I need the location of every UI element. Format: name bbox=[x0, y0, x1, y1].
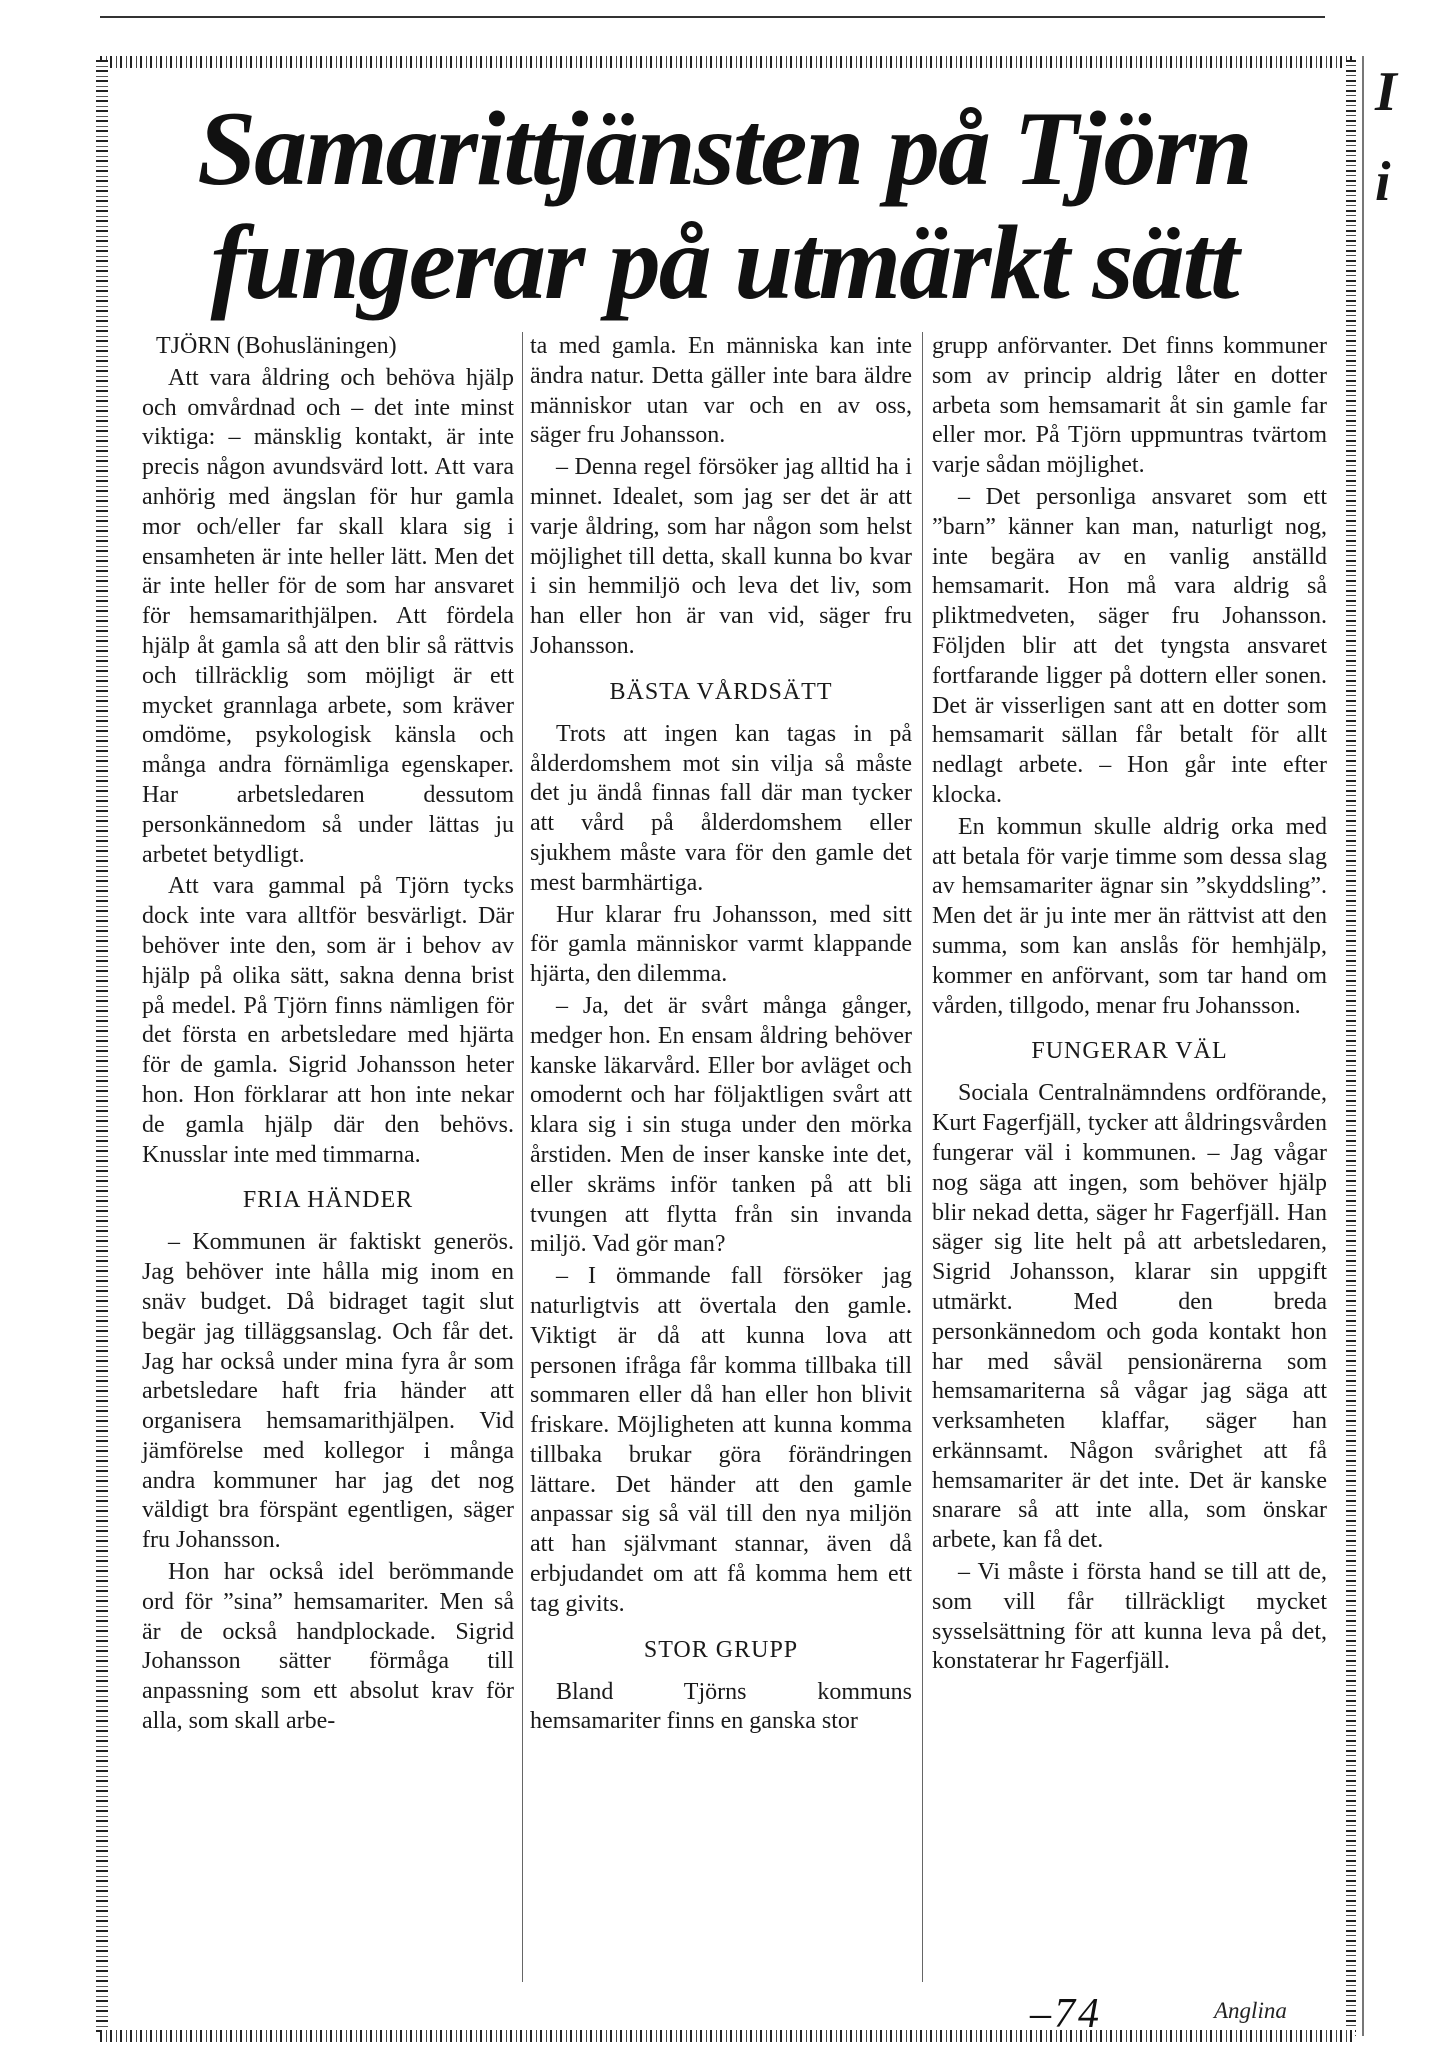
byline: Anglina bbox=[1214, 1998, 1287, 2023]
handwritten-page-number: –74 bbox=[1030, 1991, 1102, 2037]
paragraph: – Det personliga ansvaret som ett ”barn” känner kan man, naturligt nog, inte begära av en vanlig anställd hemsamarit. Hon må vara aldrig så pliktmedveten, säger fru Johansson. Följden blir att det tyngsta ansvaret fortfarande ligger på dottern eller sonen. Det är visserligen sant att en dotter som hemsamarit sällan får betalt för allt nedlagt arbete. – Hon går inte efter klocka. bbox=[932, 483, 1327, 808]
paragraph: – Kommunen är faktiskt generös. Jag behöver inte hålla mig inom en snäv budget. Då bidraget tagit slut begär jag tilläggsanslag. Och får det. Jag har också under mina fyra år som arbetsledare haft fria händer att organisera hemsamarithjälpen. Vid jämförelse med kollegor i många andra kommuner har jag det nog väldigt bra förspänt egentligen, säger fru Johansson. bbox=[142, 1229, 514, 1554]
clipping-border-left bbox=[96, 60, 108, 2036]
paragraph: ta med gamla. En människa kan inte ändra natur. Detta gäller inte bara äldre människor utan var och en av oss, säger fru Johansson. bbox=[530, 333, 912, 449]
dateline: TJÖRN (Bohusläningen) bbox=[156, 333, 397, 359]
edge-letter-1: I bbox=[1375, 61, 1397, 123]
paragraph: Att vara åldring och behöva hjälp och omvårdnad och – det inte minst viktiga: – mänsklig kontakt, är inte precis någon avundsvärd lott. Att vara anhörig med ängslan för hur gamla mor och/eller far skall klara sig i ensamheten är inte heller lätt. Men det är inte heller för de som har ansvaret för hemsamarithjälpen. Att fördela hjälp åt gamla så att den blir så rättvis och tillräcklig som möjligt är ett mycket grannlaga arbete, som kräver omdöme, psykologisk känsla och många andra förnämliga egenskaper. Har arbetsledaren dessutom personkännedom så under lättas ju arbetet betydligt. bbox=[142, 364, 514, 868]
column-rule-1 bbox=[522, 332, 523, 1982]
subheading-stor-grupp: STOR GRUPP bbox=[643, 1636, 799, 1663]
subheading-fria-hander: FRIA HÄNDER bbox=[242, 1187, 414, 1214]
paragraph: Att vara gammal på Tjörn tycks dock inte vara alltför besvärligt. Där behöver inte den, som är i behov av hjälp på olika sätt, sakna denna brist på medel. På Tjörn finns nämligen för det första en arbetsledare med hjärta för de gamla. Sigrid Johansson heter hon. Hon förklarar att hon inte nekar de gamla hjälp där den behövs. Knusslar inte med timmarna. bbox=[142, 873, 514, 1168]
paragraph: – Denna regel försöker jag alltid ha i minnet. Idealet, som jag ser det är att varje åldring, som har någon som helst möjlighet till detta, skall kunna bo kvar i sin hemmiljö och leva det liv, som han eller hon är van vid, säger fru Johansson. bbox=[530, 454, 912, 659]
headline-line-1: Samarittjänsten på Tjörn bbox=[197, 90, 1251, 207]
paragraph: Sociala Centralnämndens ordförande, Kurt Fagerfjäll, tycker att åldringsvården fungerar väl i kommunen. – Jag vågar nog säga att ingen, som behöver hjälp blir nekad detta, säger hr Fagerfjäll. Han säger sig lite helt på att arbetsledaren, Sigrid Johansson, klarar sin uppgift utmärkt. Med den breda personkännedom och goda kontakt hon har med såväl pensionärerna som hemsamariterna så vågar jag säga att verksamheten klaffar, säger han erkännsamt. Någon svårighet att få hemsamariter är det inte. Det är kanske snarare så att inte alla, som önskar arbete, kan få det. bbox=[932, 1080, 1327, 1554]
column-rule-2 bbox=[922, 332, 923, 1982]
subheading-fungerar-val: FUNGERAR VÄL bbox=[1031, 1038, 1228, 1065]
paragraph: – Vi måste i första hand se till att de, som vill får tillräckligt mycket sysselsättning för att kunna leva på det, konstaterar hr Fagerfjäll. bbox=[932, 1559, 1327, 1675]
clipping-border-bottom bbox=[100, 2030, 1355, 2042]
paragraph: En kommun skulle aldrig orka med att betala för varje timme som dessa slag av hemsamariter ägnar sin ”skyddsling”. Men det är ju inte mer än rättvist att den summa, som kan anslås för hemhjälp, kommer en anförvant, som tar hand om vården, tillgodo, menar fru Johansson. bbox=[932, 813, 1327, 1019]
paragraph: – I ömmande fall försöker jag naturligtvis att övertala den gamle. Viktigt är då att kunna lova att personen ifråga får komma tillbaka till sommaren eller då han eller hon blivit friskare. Möjligheten att kunna komma tillbaka brukar göra förändringen lättare. Det händer att den gamle anpassar sig så väl till den nya miljön att han självmant stannar, även då erbjudandet om att få komma hem ett tag givits. bbox=[530, 1263, 912, 1617]
paragraph: Trots att ingen kan tagas in på ålderdomshem mot sin vilja så måste det ju ändå finnas fall där man tycker att vård på ålderdomshem eller sjukhem måste vara för den gamle det mest barmhärtiga. bbox=[530, 720, 912, 896]
paragraph: grupp anförvanter. Det finns kommuner som av princip aldrig låter en dotter arbeta som hemsamarit åt sin gamle far eller mor. På Tjörn uppmuntras tvärtom varje sådan möjlighet. bbox=[932, 333, 1327, 479]
article-column-1 bbox=[142, 332, 514, 2012]
paragraph: Bland Tjörns kommuns hemsamariter finns en ganska stor bbox=[530, 1678, 912, 1735]
clipping-border-right bbox=[1346, 60, 1356, 2036]
article-column-3 bbox=[932, 332, 1327, 2012]
article-headline bbox=[0, 92, 1448, 320]
subheading-basta-vardsatt: BÄSTA VÅRDSÄTT bbox=[609, 678, 833, 705]
headline-line-2: fungerar på utmärkt sätt bbox=[210, 204, 1238, 321]
paragraph: Hon har också idel berömmande ord för ”sina” hemsamariter. Men så är de också handplockade. Sigrid Johansson sätter förmåga till anpassning som ett absolut krav för alla, som skall arbe- bbox=[142, 1559, 514, 1735]
edge-letter-2: i bbox=[1375, 151, 1391, 213]
adjacent-clipping-edge bbox=[1362, 56, 1364, 2036]
paragraph: Hur klarar fru Johansson, med sitt för gamla människor varmt klappande hjärta, den dilemma. bbox=[530, 901, 912, 988]
clipping-border-top bbox=[100, 56, 1355, 68]
paragraph: – Ja, det är svårt många gånger, medger hon. En ensam åldring behöver kanske läkarvård. Eller bor avläget och omodernt och har följaktligen svårt att klara sig i sin stuga under den mörka årstiden. Men de inser kanske inte det, eller skräms inför tanken på att bli tvungen att flytta från sin invanda miljö. Vad gör man? bbox=[530, 992, 912, 1258]
top-rule bbox=[100, 16, 1325, 18]
article-column-2 bbox=[530, 332, 912, 2012]
